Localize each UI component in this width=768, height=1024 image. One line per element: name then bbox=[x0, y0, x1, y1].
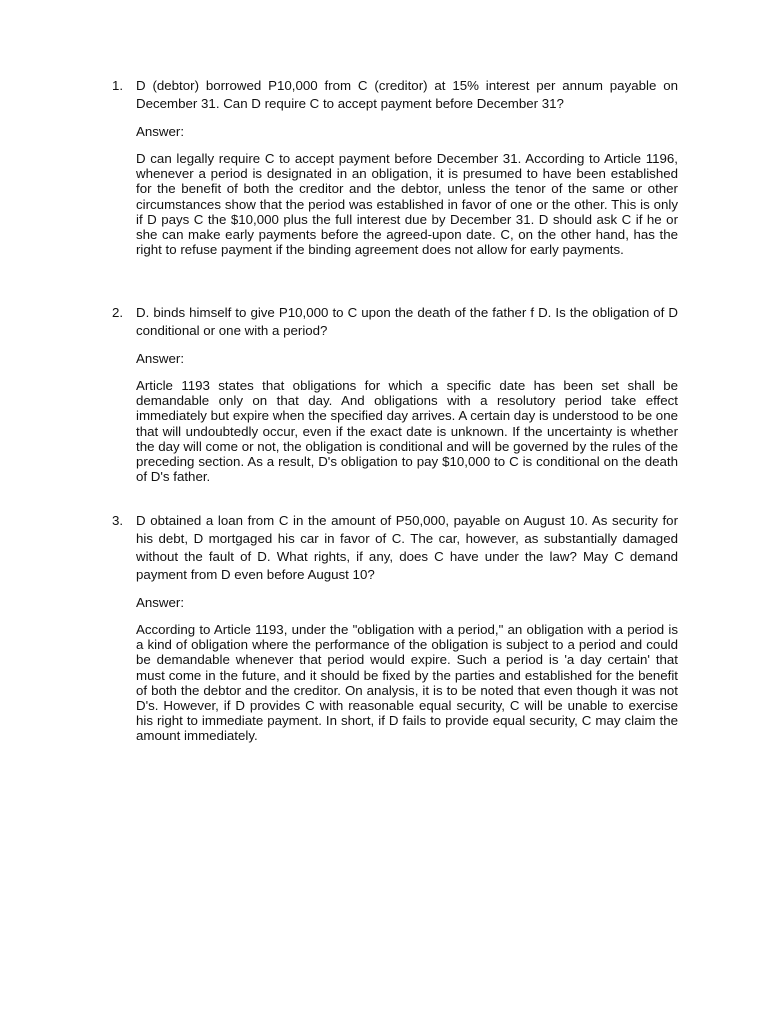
answer-label: Answer: bbox=[136, 124, 185, 139]
question-number: 3. bbox=[112, 513, 124, 528]
question-text: D obtained a loan from C in the amount of P50,000, payable on August 10. As security for his debt, D mortgaged his car in favor of C. The car, however, as substantially damaged without the fault of D. What rights, if any, does C have under the law? May C demand payment from D even before August 10? bbox=[136, 513, 678, 582]
question-item-3 bbox=[112, 512, 678, 744]
question-number: 1. bbox=[112, 78, 124, 93]
answer-label: Answer: bbox=[136, 595, 185, 610]
question-number: 2. bbox=[112, 305, 124, 320]
list-item bbox=[112, 77, 678, 257]
list-item bbox=[112, 512, 678, 744]
answer-label: Answer: bbox=[136, 351, 185, 366]
list-item bbox=[112, 304, 678, 484]
question-item-1 bbox=[112, 77, 678, 257]
answer-text: Article 1193 states that obligations for which a specific date has been set shall be demandable only on that day. And obligations with a resolutory period take effect immediately but expire when the specified day arrives. A certain day is understood to be one that will undoubtedly occur, even if the exact date is unknown. If the uncertainty is whether the day will come or not, the obligation is conditional and will be governed by the rules of the preceding section. As a result, D's obligation to pay $10,000 to C is conditional on the death of D's father. bbox=[136, 378, 678, 485]
answer-text: According to Article 1193, under the "obligation with a period," an obligation with a period is a kind of obligation where the performance of the obligation is subject to a period and could be demandable whenever that period would expire. Such a period is 'a day certain' that must come in the future, and it should be fixed by the parties and established for the benefit of both the debtor and the creditor. On analysis, it is to be noted that even though it was not D's. However, if D provides C with reasonable equal security, C will be unable to exercise his right to immediate payment. In short, if D fails to provide equal security, C may claim the amount immediately. bbox=[136, 622, 678, 744]
question-item-2 bbox=[112, 304, 678, 484]
question-text: D. binds himself to give P10,000 to C upon the death of the father f D. Is the obligation of D conditional or one with a period? bbox=[136, 305, 678, 338]
answer-text: D can legally require C to accept payment before December 31. According to Article 1196, whenever a period is designated in an obligation, it is presumed to have been established for the benefit of both the creditor and the debtor, unless the tenor of the same or other circumstances show that the period was established in favor of one or the other. This is only if D pays C the $10,000 plus the full interest due by December 31. D should ask C if he or she can make early payments before the agreed-upon date. C, on the other hand, has the right to refuse payment if the binding agreement does not allow for early payments. bbox=[136, 151, 678, 258]
question-text: D (debtor) borrowed P10,000 from C (creditor) at 15% interest per annum payable on December 31. Can D require C to accept payment before December 31? bbox=[136, 78, 678, 111]
